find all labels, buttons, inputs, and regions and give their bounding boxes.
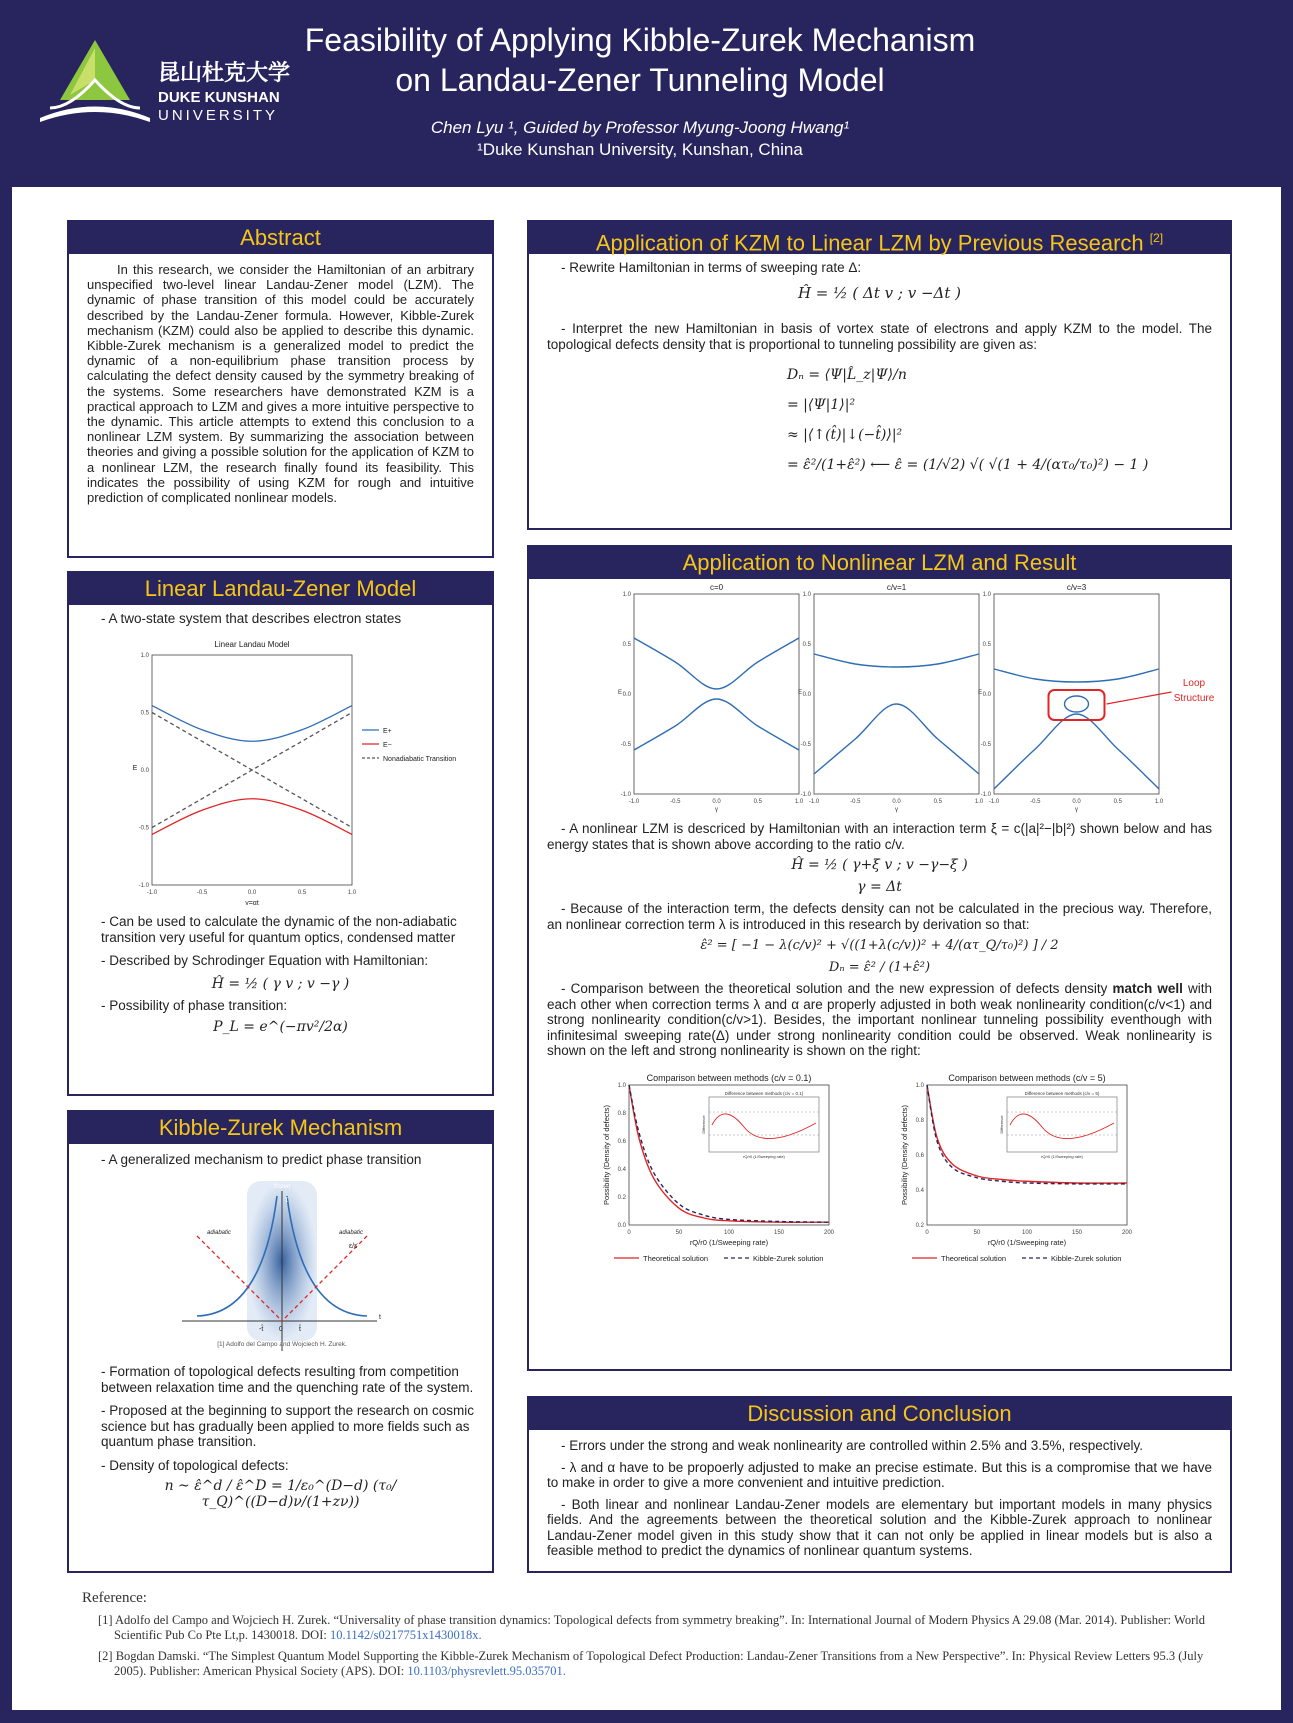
x-tick-label: 100 <box>723 1229 735 1236</box>
y-tick-label: 0.8 <box>915 1117 924 1124</box>
abstract-text: In this research, we consider the Hamiltonian of an arbitrary unspecified two-level linear Landau-Zener model (LZM). The dynamic of phase transition of this model could be accurately described by the Landau-Zener formula. However, Kibble-Zurek mechanism (KZM) could also be applied to describe this dynamic. Kibble-Zurek mechanism is a generalized model to predict the dynamic of a non-equilibrium phase transition process by calculating the defect density caused by the symmetry breaking of the systems. Some researchers have demonstrated KZM is a practical approach to LZM and gives a more intuitive perspective to the dynamic. This article attempts to extend this conclusion to a nonlinear LZM system. By summarizing the association between theories and giving a possible solution for the application of KZM to a nonlinear LZM, the research finally found its feasibility. This indicates the possibility of using KZM for rough and intuitive prediction of complicated nonlinear models. <box>87 262 474 506</box>
kzm-p4: - Density of topological defects: <box>101 1457 289 1473</box>
discussion-p2: - λ and α have to be propoerly adjusted to make an precise estimate. But this is a compromise that we have to make in order to give a more convenient and intuitive prediction. <box>547 1459 1212 1490</box>
kzm-figure <box>87 1176 477 1361</box>
x-tick-label: 0.0 <box>892 799 901 805</box>
kzm-p3: - Proposed at the beginning to support the research on cosmic science but has gradually been applied to more fields such as quantum phase transition. <box>101 1403 474 1449</box>
y-tick-label: 0.4 <box>915 1187 924 1194</box>
linear-heading: Linear Landau-Zener Model <box>69 573 492 605</box>
x-tick-label: -1.0 <box>988 799 1000 805</box>
kzm-p1: - A generalized mechanism to predict phase transition <box>101 1152 422 1167</box>
app-linear-heading: Application of KZM to Linear LZM by Previous Research <box>595 230 1144 256</box>
x-tick-label: 0 <box>627 1229 631 1236</box>
derivation-line-3: = ε̂²/(1+ε̂²) ⟵ ε̂ = (1/√2) √( √(1 + 4/(ατ₀/τ₀)²) − 1 ) <box>787 457 1149 473</box>
series-line-0 <box>994 669 1159 682</box>
legend-kz: Kibble-Zurek solution <box>753 1253 824 1263</box>
x-tick-label: 0.5 <box>1113 799 1122 805</box>
app-nonlinear-p1: - A nonlinear LZM is descriced by Hamiltonian with an interaction term ξ = c(|a|²−|b|²) shown below and has energy states that is shown above according to the ratio c/v. <box>547 821 1212 852</box>
t-hat-neg: -t̂ <box>259 1325 264 1333</box>
adiabatic-label-right: adiabatic <box>339 1229 364 1236</box>
y-tick-label: 1.0 <box>982 592 991 598</box>
t-axis-label: t <box>379 1313 381 1321</box>
x-tick-label: 150 <box>1071 1229 1083 1236</box>
y-tick-label: 0.5 <box>622 642 631 648</box>
series-line-0 <box>634 638 799 689</box>
tau-label: τ <box>285 1194 289 1204</box>
linear-p1: - A two-state system that describes electron states <box>101 611 402 626</box>
y-tick-label: 1.0 <box>802 592 811 598</box>
x-tick-label: 0 <box>925 1229 929 1236</box>
discussion-heading: Discussion and Conclusion <box>529 1398 1230 1430</box>
p3-part-a: - Comparison between the theoretical solution and the new expression of defects density <box>561 981 1113 996</box>
linear-probability-eq: P_L = e^(−πv²/2α) <box>213 1018 348 1035</box>
x-tick-label: 0.0 <box>712 799 721 805</box>
abstract-panel <box>67 220 494 558</box>
inset-title: Difference between methods (c/v = 5) <box>1024 1090 1100 1096</box>
discussion-panel <box>527 1396 1232 1573</box>
x-tick-label: 1.0 <box>794 799 804 805</box>
x-tick-label: -0.5 <box>850 799 861 805</box>
plot-title: Comparison between methods (c/v = 5) <box>948 1072 1106 1083</box>
abstract-heading: Abstract <box>69 222 492 254</box>
y-tick-label: 0.2 <box>915 1222 924 1229</box>
x-tick-label: 100 <box>1021 1229 1033 1236</box>
p3-part-c: with each other when correction terms λ and α are properly adjusted in both weak nonlinearity condition(c/v<1) and strong nonlinearity condition(c/v>1). Besides, the important nonlinear tunneling possibility eventhough with infinitesimal sweeping rate(Δ) under strong nonlinearity condition could be observed. Weak nonlinearity is shown on the left and strong nonlinearity is shown on the right: <box>547 981 1212 1058</box>
x-tick-label: 0.5 <box>297 889 307 896</box>
title-line-2: on Landau-Zener Tunneling Model <box>395 62 885 98</box>
y-tick-label: 0.6 <box>617 1138 626 1145</box>
linear-lzm-panel <box>67 571 494 1096</box>
series-line-1 <box>994 714 1159 789</box>
y-tick-label: 0.4 <box>617 1166 626 1173</box>
loop-arrow <box>1107 692 1172 704</box>
panel-xlabel: γ <box>715 807 718 813</box>
x-tick-label: 1.0 <box>347 889 357 896</box>
linear-ylabel: E <box>132 764 138 772</box>
references-heading: Reference: <box>82 1590 147 1606</box>
y-tick-label: 0.6 <box>915 1152 924 1159</box>
plot-frame <box>814 594 979 794</box>
y-tick-label: 1.0 <box>140 652 149 659</box>
panel-xlabel: γ <box>895 807 898 813</box>
linear-p4: - Possibility of phase transition: <box>101 998 288 1013</box>
series-line-0 <box>814 654 979 667</box>
app-nonlinear-p3 <box>547 981 1212 1059</box>
legend-theoretical: Theoretical solution <box>643 1253 709 1263</box>
panel-ylabel: E <box>617 690 623 696</box>
panel-ylabel: E <box>797 690 803 696</box>
y-tick-label: -1.0 <box>800 792 811 798</box>
linear-hamiltonian: Ĥ = ½ ( γ v ; v −γ ) <box>211 975 350 992</box>
x-tick-label: -1.0 <box>146 889 158 896</box>
x-tick-label: -1.0 <box>628 799 640 805</box>
y-tick-label: 0.0 <box>982 692 991 698</box>
reference-2: [2] Bogdan Damski. “The Simplest Quantum Model Supporting the Kibble-Zurek Mechanism of Topological Defect Production: Landau-Zener Transitions from a New Perspective”. In: Physical Review Letters 95.3 (July 2005). Publisher: American Physical Society (APS). DOI: 10.1103/physrevlett.95.035701. <box>98 1649 1204 1678</box>
x-tick-label: -1.0 <box>808 799 820 805</box>
x-tick-label: 50 <box>973 1229 981 1236</box>
affiliation: ¹Duke Kunshan University, Kunshan, China <box>477 140 803 159</box>
reference-1-doi[interactable]: 10.1142/s0217751x1430018x. <box>329 1628 482 1642</box>
x-tick-label: 1.0 <box>1154 799 1164 805</box>
discussion-p3: - Both linear and nonlinear Landau-Zener models are elementary but important models in many physics fields. And the agreements between the theoretical solution and the Kibble-Zurek approach to nonlinear Landau-Zener model given in this study show that it can not only be applied in linear models but is also a feasible method to predict the dynamics of nonlinear quantum systems. <box>547 1496 1212 1558</box>
y-tick-label: 1.0 <box>915 1082 924 1089</box>
x-tick-label: 50 <box>675 1229 683 1236</box>
series-line-1 <box>814 704 979 774</box>
app-nonlinear-panel <box>527 545 1232 1371</box>
inset-title: Difference between methods (c/v = 0.1) <box>724 1090 804 1096</box>
x-tick-label: -0.5 <box>196 889 208 896</box>
app-linear-hamiltonian: Ĥ = ½ ( Δt v ; v −Δt ) <box>797 283 962 302</box>
legend-theoretical: Theoretical solution <box>941 1253 1007 1263</box>
references <box>82 1590 1212 1685</box>
y-tick-label: 0.5 <box>802 642 811 648</box>
kzm-p2: - Formation of topological defects resulting from competition between relaxation time and the quenching rate of the system. <box>101 1364 474 1395</box>
adiabatic-label-left: adiabatic <box>207 1229 232 1236</box>
discussion-p1: - Errors under the strong and weak nonlinearity are controlled within 2.5% and 3.5%, respectively. <box>561 1438 1144 1453</box>
y-tick-label: -0.5 <box>620 742 631 748</box>
defect-density-derivation <box>547 360 1212 480</box>
title-line-1: Feasibility of Applying Kibble-Zurek Mechanism <box>304 22 976 58</box>
cmp-xlabel: rQ/r0 (1/Sweeping rate) <box>987 1237 1067 1247</box>
inset-frame <box>1007 1097 1117 1152</box>
cmp-ylabel: Possibility (Density of defects) <box>602 1104 611 1205</box>
app-nonlinear-p2: - Because of the interaction term, the defects density can not be calculated in the precious way. Therefore, an nonlinear correction term λ is introduced in this research by derivation so that: <box>547 901 1212 932</box>
loop-label-1: Loop <box>1182 678 1206 689</box>
y-tick-label: 0.0 <box>140 767 149 774</box>
derivation-line-0: Dₙ = ⟨Ψ|L̂_z|Ψ⟩/n <box>787 367 907 383</box>
y-tick-label: -1.0 <box>138 882 149 889</box>
inset-xlabel: rQ/r0 (1/Sweeping rate) <box>1041 1153 1083 1159</box>
series-line-0 <box>152 705 352 741</box>
cmp-ylabel: Possibility (Density of defects) <box>900 1104 909 1205</box>
x-tick-label: 0.0 <box>1072 799 1081 805</box>
y-tick-label: 0.2 <box>617 1194 626 1201</box>
linear-landau-chart <box>87 635 477 905</box>
kzm-fig-caption: [1] Adolfo del Campo and Wojciech H. Zurek. <box>217 1340 347 1348</box>
app-linear-p2: - Interpret the new Hamiltonian in basis of vortex state of electrons and apply KZM to the model. The topological defects density that is proportional to tunneling possibility are given as: <box>547 321 1212 352</box>
linear-xlabel: γ=αt <box>245 899 259 905</box>
inset-ylabel: Difference <box>999 1114 1004 1134</box>
plot-title: c/v=1 <box>886 583 907 592</box>
loop-curve <box>1065 696 1089 712</box>
x-tick-label: 200 <box>1121 1229 1133 1236</box>
t-hat-pos: t̂ <box>299 1325 301 1333</box>
series-line-1 <box>152 798 352 834</box>
logo-cn: 昆山杜克大学 <box>158 60 291 85</box>
logo-en-1: DUKE KUNSHAN <box>158 89 280 106</box>
app-linear-panel <box>527 220 1232 530</box>
origin-label: 0 <box>279 1325 283 1333</box>
y-tick-label: 1.0 <box>622 592 631 598</box>
linear-p2: - Can be used to calculate the dynamic of the non-adiabatic transition very useful for quantum optics, condensed matter <box>101 914 457 945</box>
kzm-density-eq: n ~ ε̂^d / ε̂^D = 1/ε₀^(D−d) (τ₀/τ_Q)^((D−d)ν/(1+zν)) <box>164 1478 397 1510</box>
linear-chart-title: Linear Landau Model <box>214 639 290 649</box>
app-linear-ref: [2] <box>1149 231 1164 245</box>
y-tick-label: 0.5 <box>140 710 149 716</box>
y-tick-label: 0.0 <box>622 692 631 698</box>
frozen-label: frozen <box>273 1183 291 1190</box>
inset-ylabel: Difference <box>701 1114 706 1134</box>
y-tick-label: 1.0 <box>617 1082 626 1089</box>
inset-xlabel: rQ/r0 (1/Sweeping rate) <box>743 1153 785 1159</box>
plot-title: c/v=3 <box>1066 583 1087 592</box>
density-eq: Dₙ = ε̂² / (1+ε̂²) <box>828 959 931 975</box>
energy-panels <box>529 579 1229 819</box>
y-tick-label: -1.0 <box>980 792 991 798</box>
linear-p3: - Described by Schrodinger Equation with Hamiltonian: <box>101 953 429 968</box>
loop-highlight-box <box>1049 690 1105 720</box>
y-tick-label: 0.0 <box>617 1222 626 1229</box>
epsilon-eq: ε̂² = [ −1 − λ(c/v)² + √((1+λ(c/v))² + 4/(ατ_Q/τ₀)²) ] / 2 <box>700 938 1059 953</box>
cmp-xlabel: rQ/r0 (1/Sweeping rate) <box>689 1237 769 1247</box>
panel-xlabel: γ <box>1075 807 1078 813</box>
authors: Chen Lyu ¹, Guided by Professor Myung-Joong Hwang¹ <box>430 118 850 137</box>
kzm-heading: Kibble-Zurek Mechanism <box>69 1112 492 1144</box>
x-tick-label: 0.0 <box>247 889 257 896</box>
series-line-1 <box>634 699 799 750</box>
y-tick-label: 0.8 <box>617 1110 626 1117</box>
gamma-eq: γ = Δt <box>857 878 902 895</box>
app-linear-p1: - Rewrite Hamiltonian in terms of sweeping rate Δ: <box>561 260 862 275</box>
kzm-panel <box>67 1110 494 1573</box>
nonlinear-hamiltonian: Ĥ = ½ ( γ+ξ v ; v −γ−ξ ) <box>791 857 968 873</box>
app-linear-heading-bar <box>529 222 1230 254</box>
x-tick-label: 150 <box>773 1229 785 1236</box>
plot-title: Comparison between methods (c/v = 0.1) <box>646 1072 812 1083</box>
comparison-charts <box>529 1065 1229 1270</box>
legend-label: E+ <box>383 727 392 735</box>
derivation-line-2: ≈ |⟨↑(t̂)|↓(−t̂)⟩|² <box>787 427 903 443</box>
y-tick-label: -0.5 <box>138 825 149 831</box>
legend-label: Nonadiabatic Transition <box>383 755 457 763</box>
epsilon-label: ε/ε̇ <box>349 1242 358 1250</box>
reference-1: [1] Adolfo del Campo and Wojciech H. Zurek. “Universality of phase transition dynamics: Topological defects from symmetry breaking”. In: International Journal of Modern Physics A 29.08 (Mar. 2014). Publisher: World Scientific Pub Co Pte Lt,p. 1430018. DOI: 10.1142/s0217751x1430018x. <box>98 1613 1205 1642</box>
x-tick-label: 0.5 <box>753 799 762 805</box>
derivation-line-1: = |⟨Ψ|1⟩|² <box>787 397 856 413</box>
legend-label: E− <box>383 741 392 749</box>
plot-frame <box>634 594 799 794</box>
poster-header <box>0 0 1293 185</box>
x-tick-label: 200 <box>823 1229 835 1236</box>
y-tick-label: -0.5 <box>980 742 991 748</box>
plot-title: c=0 <box>709 583 724 592</box>
y-tick-label: 0.5 <box>982 642 991 648</box>
y-tick-label: -1.0 <box>620 792 631 798</box>
legend-kz: Kibble-Zurek solution <box>1051 1253 1122 1263</box>
x-tick-label: -0.5 <box>1030 799 1041 805</box>
poster-title <box>240 20 1040 100</box>
inset-frame <box>709 1097 819 1152</box>
x-tick-label: -0.5 <box>670 799 681 805</box>
x-tick-label: 1.0 <box>974 799 984 805</box>
y-tick-label: 0.0 <box>802 692 811 698</box>
panel-ylabel: E <box>977 690 983 696</box>
logo-en-2: UNIVERSITY <box>158 107 279 124</box>
y-tick-label: -0.5 <box>800 742 811 748</box>
loop-label-2: Structure <box>1173 693 1215 704</box>
p3-match-well: match well <box>1112 981 1183 996</box>
x-tick-label: 0.5 <box>933 799 942 805</box>
reference-2-doi[interactable]: 10.1103/physrevlett.95.035701. <box>407 1664 566 1678</box>
app-nonlinear-heading: Application to Nonlinear LZM and Result <box>529 547 1230 579</box>
